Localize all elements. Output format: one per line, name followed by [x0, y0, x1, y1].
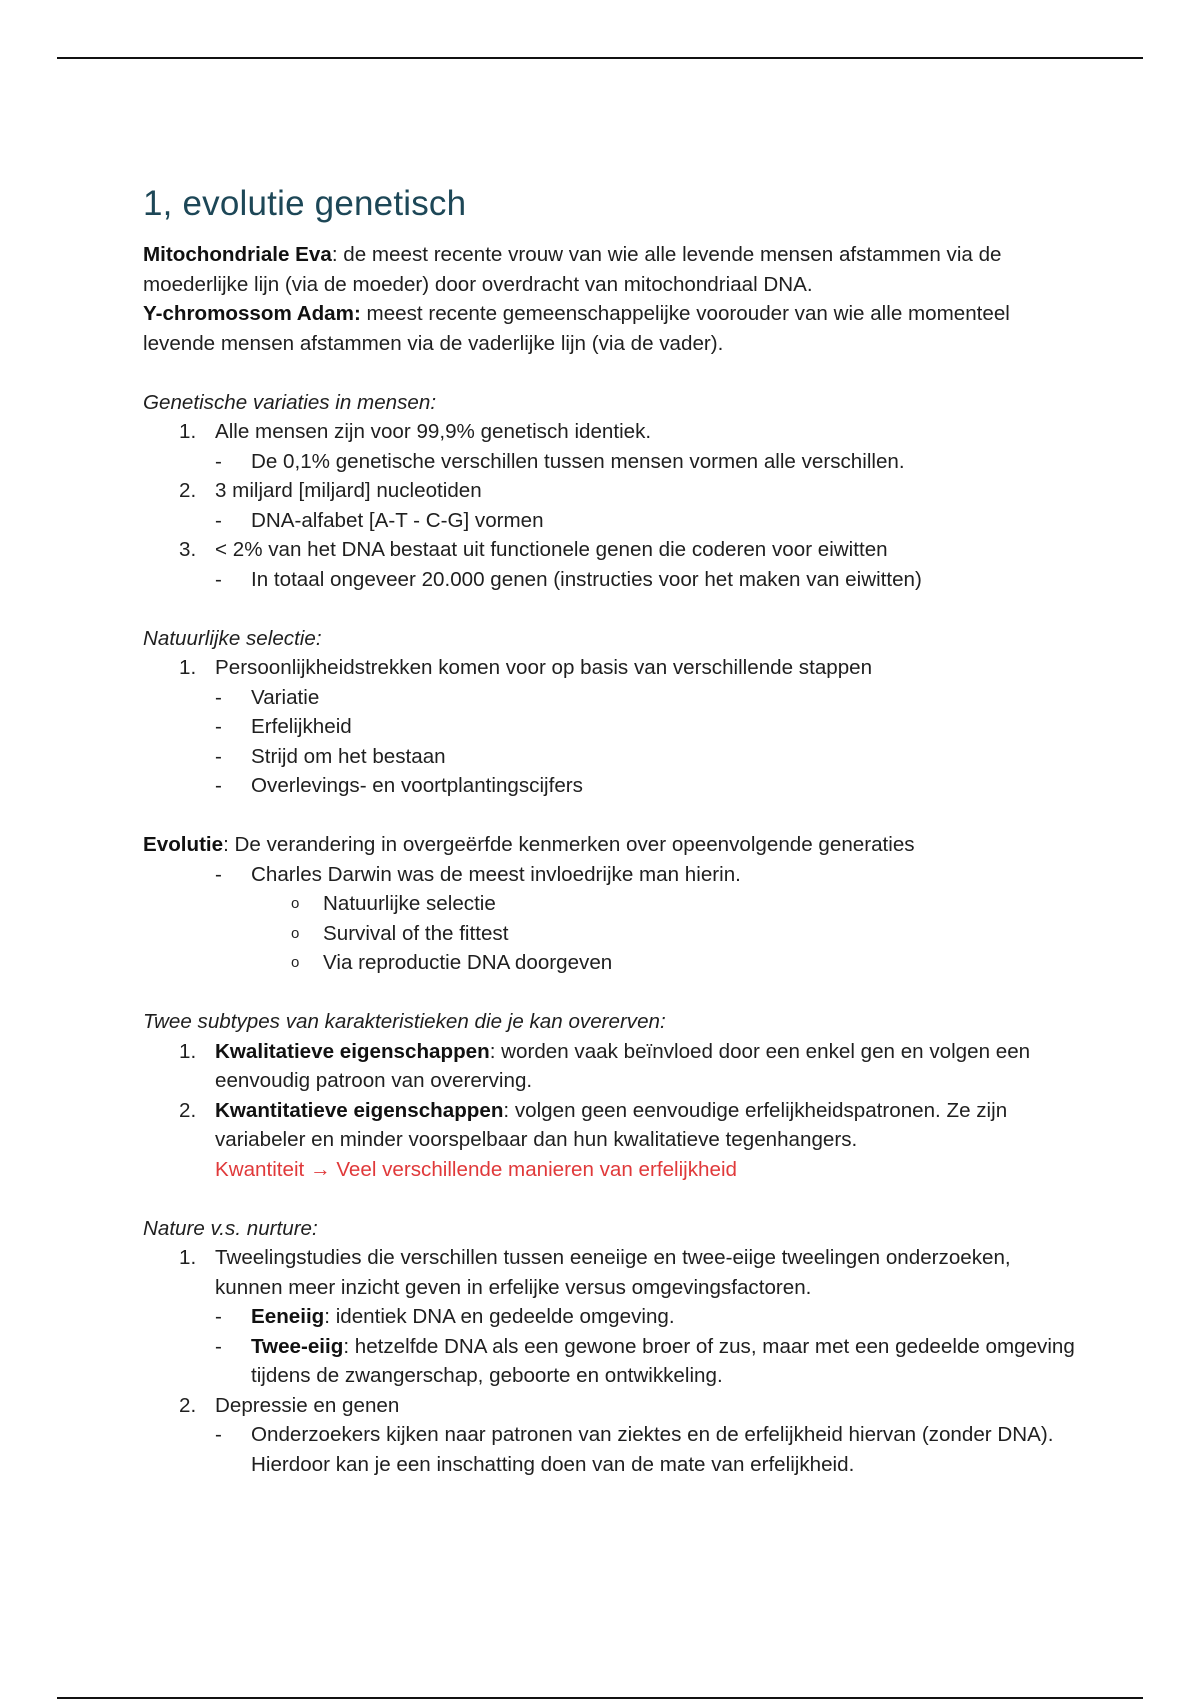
list-item: 2. 3 miljard [miljard] nucleotiden - DNA-alfabet [A-T - C-G] vormen: [143, 476, 1083, 535]
list-item: 3. < 2% van het DNA bestaat uit functionele genen die coderen voor eiwitten - In totaal ongeveer 20.000 genen (instructies voor het maken van eiwitten): [143, 535, 1083, 594]
term-adam: Y-chromossom Adam:: [143, 302, 361, 325]
term-eva: Mitochondriale Eva: [143, 243, 332, 266]
list-item: 1. Persoonlijkheidstrekken komen voor op basis van verschillende stappen - Variatie - Erfelijkheid - Strijd om het bestaan - Overlevings- en voortplantingscijfers: [143, 653, 1083, 801]
sub-list-item: - Erfelijkheid: [215, 715, 352, 738]
term-kwalitatief: Kwalitatieve eigenschappen: [215, 1039, 490, 1063]
section-heading-nature: Nature v.s. nurture:: [143, 1216, 318, 1240]
definition-adam: Y-chromossom Adam: meest recente gemeenschappelijke voorouder van wie alle momenteel levende mensen afstammen via de vaderlijke lijn (via de vader).: [143, 302, 1010, 355]
document-body: [143, 180, 1083, 1479]
list-item: 1. Alle mensen zijn voor 99,9% genetisch identiek. - De 0,1% genetische verschillen tussen mensen vormen alle verschillen.: [143, 417, 1083, 476]
highlight-note: Kwantiteit → Veel verschillende manieren van erfelijkheid: [215, 1157, 737, 1181]
term-kwantitatief: Kwantitatieve eigenschappen: [215, 1098, 504, 1122]
sub-list-item: - De 0,1% genetische verschillen tussen mensen vormen alle verschillen.: [215, 449, 905, 473]
selectie-list: [143, 653, 1083, 801]
list-item: 2. Kwantitatieve eigenschappen: volgen geen eenvoudige erfelijkheidspatronen. Ze zijn variabeler en minder voorspelbaar dan hun kwalitatieve tegenhangers. Kwantiteit → Veel verschillende manieren van erfelijkheid: [143, 1096, 1083, 1185]
sub-list-item: - Charles Darwin was de meest invloedrijke man hierin.: [215, 862, 741, 886]
term-evolutie: Evolutie: [143, 833, 224, 856]
list-item: 1. Kwalitatieve eigenschappen: worden vaak beïnvloed door een enkel gen en volgen een eenvoudig patroon van overerving.: [179, 1039, 1031, 1092]
header-rule: [57, 57, 1143, 59]
term-twee-eiig: Twee-eiig: [251, 1334, 344, 1358]
list-item: 2. Depressie en genen - Onderzoekers kijken naar patronen van ziektes en de erfelijkheid hiervan (zonder DNA). Hierdoor kan je een inschatting doen van de mate van erfelijkheid.: [143, 1391, 1083, 1480]
term-eeneiig: Eeneiig: [251, 1305, 325, 1328]
definition-eva: Mitochondriale Eva: de meest recente vrouw van wie alle levende mensen afstammen via de moederlijke lijn (via de moeder) door overdracht van mitochondriaal DNA.: [143, 243, 1002, 296]
bullet-item: o Natuurlijke selectie: [143, 889, 1083, 919]
sub-list-item: - Overlevings- en voortplantingscijfers: [215, 774, 583, 797]
subtypes-list: [143, 1037, 1083, 1185]
list-item: 1. Tweelingstudies die verschillen tussen eeneiige en twee-eiige tweelingen onderzoeken, kunnen meer inzicht geven in erfelijke versus omgevingsfactoren. - Eeneiig: identiek DNA en gedeelde omgeving. - Twee-eiig: hetzelfde DNA als een gewone broer of zus, maar met een gedeelde omgeving tijdens de zwangerschap, geboorte en ontwikkeling.: [143, 1243, 1083, 1391]
section-heading-subtypes: Twee subtypes van karakteristieken die je kan overerven:: [143, 1010, 666, 1033]
footer-rule: [57, 1697, 1143, 1699]
bullet-item: o Via reproductie DNA doorgeven: [143, 948, 1083, 978]
sub-list-item: - In totaal ongeveer 20.000 genen (instructies voor het maken van eiwitten): [215, 567, 922, 591]
definition-evolutie: Evolutie: De verandering in overgeërfde kenmerken over opeenvolgende generaties: [143, 833, 915, 856]
sub-list-item: - Twee-eiig: hetzelfde DNA als een gewone broer of zus, maar met een gedeelde omgeving tijdens de zwangerschap, geboorte en ontwikkeling.: [215, 1334, 1075, 1387]
sub-list-item: - Eeneiig: identiek DNA en gedeelde omgeving.: [215, 1305, 675, 1328]
sub-list-item: - Variatie: [215, 685, 320, 709]
sub-list-item: - Strijd om het bestaan: [215, 744, 446, 768]
section-heading-selectie: Natuurlijke selectie:: [143, 626, 322, 650]
bullet-item: o Survival of the fittest: [143, 919, 1083, 949]
sub-list-item: - DNA-alfabet [A-T - C-G] vormen: [215, 508, 544, 532]
nature-list: [143, 1243, 1083, 1479]
page-title: 1, evolutie genetisch: [143, 184, 467, 223]
sub-list-item: - Onderzoekers kijken naar patronen van ziektes en de erfelijkheid hiervan (zonder DNA). Hierdoor kan je een inschatting doen van de mate van erfelijkheid.: [215, 1423, 1054, 1476]
circle-bullet-icon: o: [291, 954, 300, 971]
circle-bullet-icon: o: [291, 895, 300, 912]
variaties-list: [143, 417, 1083, 594]
circle-bullet-icon: o: [291, 924, 300, 942]
section-heading-variaties: Genetische variaties in mensen:: [143, 390, 437, 414]
evolutie-bullets: [143, 889, 1083, 978]
evolutie-sub-list: [143, 860, 1083, 890]
